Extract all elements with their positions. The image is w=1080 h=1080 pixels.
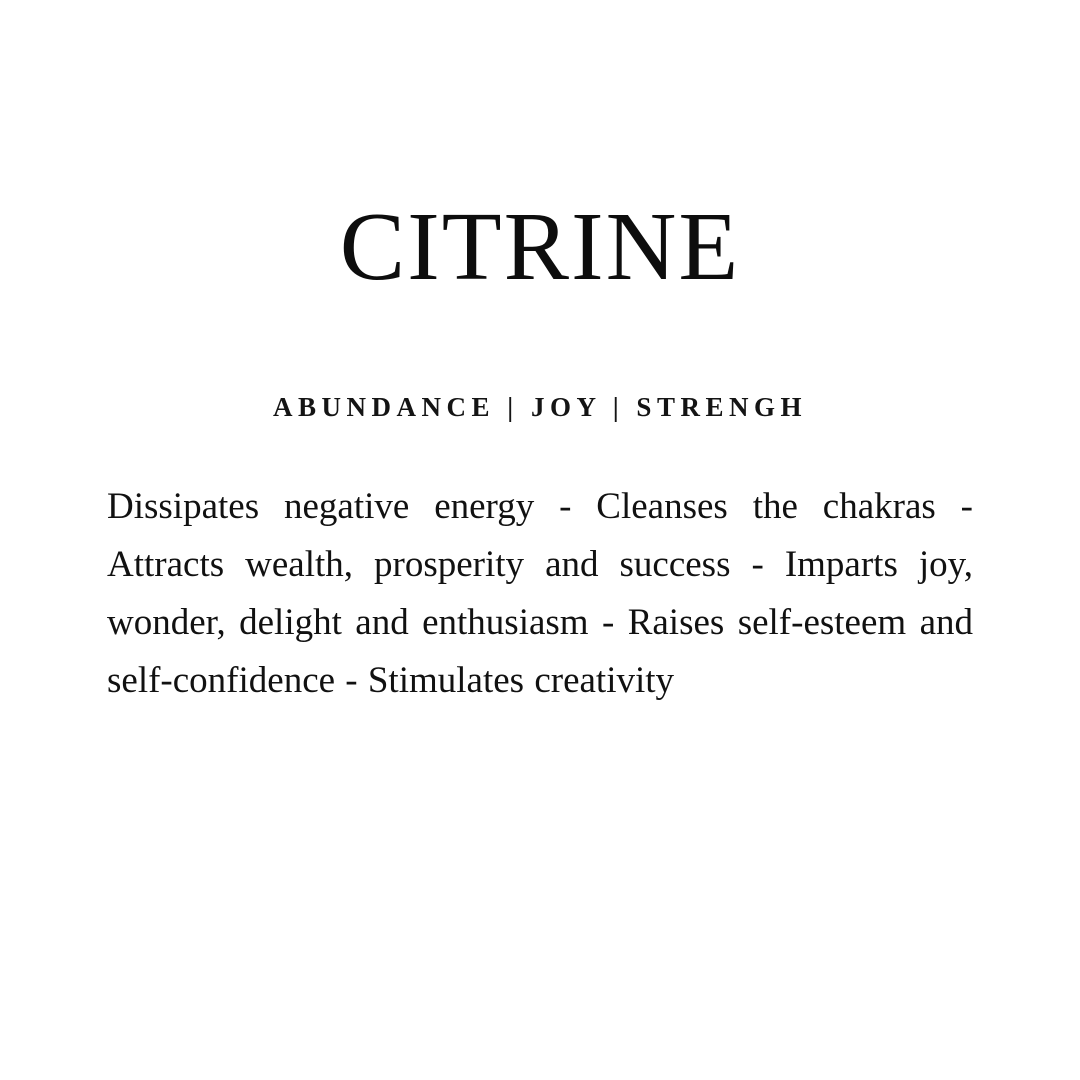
keywords-subtitle: ABUNDANCE | JOY | STRENGH <box>273 392 807 422</box>
description-paragraph: Dissipates negative energy - Cleanses the chakras - Attracts wealth, prosperity and success - Imparts joy, wonder, delight and enthusiasm - Raises self-esteem and self-confidence - Stimulates creativity <box>107 486 973 701</box>
page-title: CITRINE <box>339 193 741 301</box>
